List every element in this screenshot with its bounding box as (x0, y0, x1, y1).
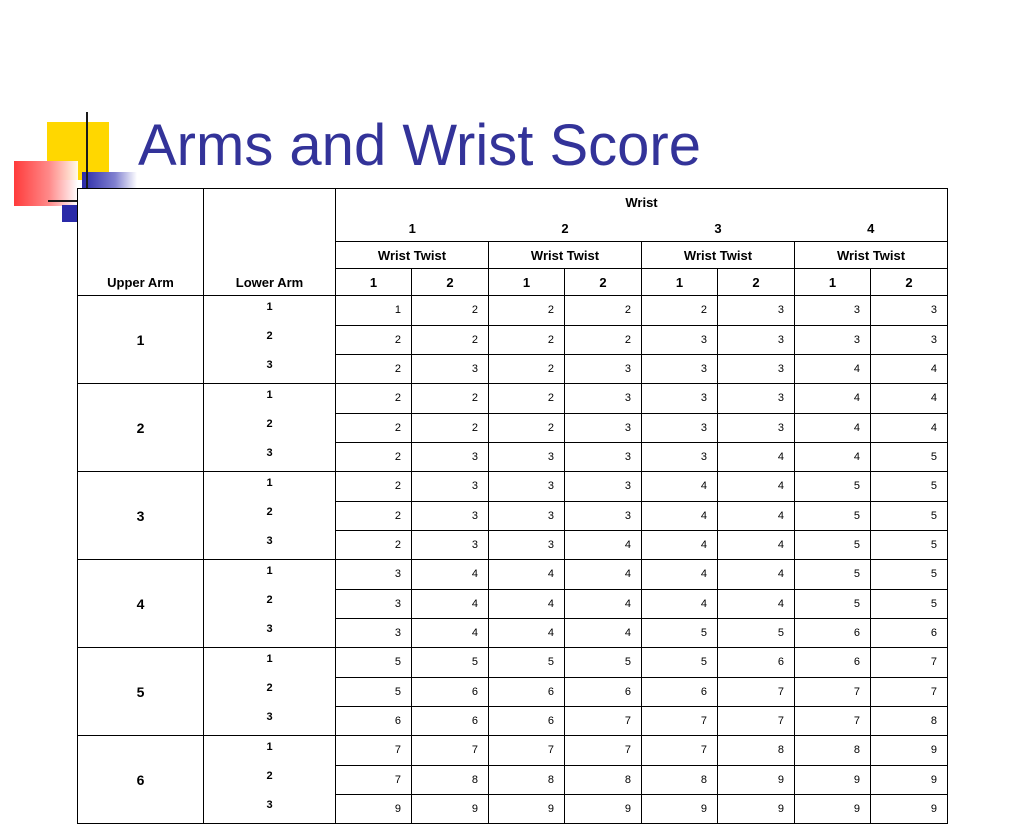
twist-value-header: 2 (565, 269, 642, 296)
score-cell: 9 (795, 765, 871, 794)
score-cell: 3 (489, 442, 565, 472)
score-cell: 5 (795, 560, 871, 590)
score-cell: 4 (565, 530, 642, 560)
score-cell: 3 (336, 589, 412, 618)
score-cell: 7 (642, 736, 718, 766)
wrist-header: Wrist (336, 189, 948, 216)
score-cell: 3 (718, 325, 795, 354)
lower-arm-score: 1 (204, 648, 336, 678)
score-cell: 4 (642, 501, 718, 530)
score-cell: 2 (336, 530, 412, 560)
score-cell: 3 (642, 384, 718, 414)
twist-value-header: 1 (336, 269, 412, 296)
score-cell: 5 (718, 618, 795, 648)
wrist-twist-header: Wrist Twist (795, 242, 948, 269)
score-cell: 6 (795, 648, 871, 678)
lower-arm-score: 2 (204, 765, 336, 794)
score-cell: 7 (565, 736, 642, 766)
lower-arm-score: 1 (204, 296, 336, 326)
lower-arm-score: 3 (204, 706, 336, 736)
score-cell: 4 (412, 618, 489, 648)
score-cell: 4 (489, 618, 565, 648)
score-cell: 4 (489, 560, 565, 590)
score-cell: 3 (412, 501, 489, 530)
score-cell: 9 (871, 794, 948, 824)
lower-arm-score: 2 (204, 325, 336, 354)
score-cell: 9 (642, 794, 718, 824)
score-cell: 4 (795, 442, 871, 472)
score-cell: 2 (489, 354, 565, 384)
score-cell: 3 (489, 501, 565, 530)
score-cell: 4 (871, 384, 948, 414)
score-cell: 6 (795, 618, 871, 648)
table-row (78, 472, 948, 502)
score-cell: 6 (412, 677, 489, 706)
lower-arm-score: 2 (204, 413, 336, 442)
wrist-value-header: 4 (795, 215, 948, 242)
score-cell: 7 (871, 677, 948, 706)
score-cell: 8 (871, 706, 948, 736)
score-cell: 2 (336, 384, 412, 414)
score-cell: 4 (718, 501, 795, 530)
score-cell: 8 (795, 736, 871, 766)
table-row (78, 325, 948, 354)
table-row (78, 442, 948, 472)
score-cell: 4 (412, 589, 489, 618)
wrist-value-header: 1 (336, 215, 489, 242)
table-row (78, 560, 948, 590)
score-cell: 3 (718, 413, 795, 442)
score-cell: 5 (871, 530, 948, 560)
twist-value-header: 2 (718, 269, 795, 296)
upper-arm-score: 3 (78, 472, 204, 560)
score-cell: 6 (412, 706, 489, 736)
score-cell: 7 (795, 706, 871, 736)
score-cell: 8 (642, 765, 718, 794)
score-cell: 3 (412, 354, 489, 384)
score-cell: 7 (642, 706, 718, 736)
score-cell: 5 (642, 648, 718, 678)
score-cell: 6 (489, 706, 565, 736)
score-cell: 7 (565, 706, 642, 736)
score-cell: 2 (642, 296, 718, 326)
score-cell: 9 (489, 794, 565, 824)
table-row (78, 530, 948, 560)
score-cell: 5 (871, 589, 948, 618)
wrist-value-header: 3 (714, 220, 722, 236)
score-cell: 2 (336, 501, 412, 530)
upper-arm-score: 6 (78, 736, 204, 824)
score-cell: 9 (565, 794, 642, 824)
score-cell: 7 (795, 677, 871, 706)
upper-arm-header: Upper Arm (78, 189, 204, 296)
score-cell: 3 (489, 472, 565, 502)
score-cell: 5 (565, 648, 642, 678)
score-cell: 3 (565, 384, 642, 414)
lower-arm-score: 2 (204, 677, 336, 706)
score-cell: 7 (871, 648, 948, 678)
score-cell: 4 (642, 530, 718, 560)
table-row (78, 384, 948, 414)
score-cell: 3 (642, 354, 718, 384)
score-cell: 8 (489, 765, 565, 794)
score-cell: 7 (412, 736, 489, 766)
score-cell: 4 (871, 354, 948, 384)
wrist-twist-header: Wrist Twist (642, 242, 795, 269)
score-cell: 2 (489, 296, 565, 326)
table-row (78, 794, 948, 824)
score-cell: 3 (642, 413, 718, 442)
score-cell: 9 (718, 765, 795, 794)
score-cell: 8 (718, 736, 795, 766)
table-row (78, 354, 948, 384)
score-cell: 5 (795, 501, 871, 530)
score-cell: 3 (412, 472, 489, 502)
score-cell: 4 (642, 589, 718, 618)
score-cell: 3 (412, 530, 489, 560)
score-cell: 4 (642, 560, 718, 590)
upper-arm-score: 4 (78, 560, 204, 648)
score-cell: 6 (871, 618, 948, 648)
score-cell: 5 (871, 501, 948, 530)
score-cell: 5 (795, 472, 871, 502)
score-cell: 9 (412, 794, 489, 824)
slide-title: Arms and Wrist Score (138, 113, 701, 178)
score-cell: 7 (718, 677, 795, 706)
score-cell: 2 (412, 413, 489, 442)
score-cell: 5 (412, 648, 489, 678)
score-cell: 9 (336, 794, 412, 824)
score-cell: 6 (565, 677, 642, 706)
score-cell: 4 (718, 589, 795, 618)
table-row (78, 765, 948, 794)
wrist-twist-header: Wrist Twist (489, 242, 642, 269)
score-cell: 5 (795, 530, 871, 560)
score-cell: 3 (565, 472, 642, 502)
score-cell: 6 (642, 677, 718, 706)
score-cell: 8 (412, 765, 489, 794)
score-cell: 4 (489, 589, 565, 618)
score-cell: 4 (565, 618, 642, 648)
twist-value-header: 2 (871, 269, 948, 296)
table-row (78, 618, 948, 648)
lower-arm-score: 2 (204, 589, 336, 618)
twist-value-header: 1 (795, 269, 871, 296)
score-cell: 2 (336, 325, 412, 354)
lower-arm-score: 1 (204, 736, 336, 766)
score-cell: 4 (795, 413, 871, 442)
table-row (78, 501, 948, 530)
score-cell: 3 (565, 501, 642, 530)
score-cell: 1 (336, 296, 412, 326)
score-cell: 9 (871, 765, 948, 794)
score-cell: 2 (489, 413, 565, 442)
score-cell: 3 (795, 296, 871, 326)
score-cell: 5 (871, 472, 948, 502)
score-cell: 4 (871, 413, 948, 442)
lower-arm-header: Lower Arm (204, 189, 336, 296)
score-cell: 2 (412, 325, 489, 354)
lower-arm-score: 3 (204, 794, 336, 824)
score-cell: 6 (718, 648, 795, 678)
score-cell: 3 (336, 560, 412, 590)
score-cell: 2 (336, 442, 412, 472)
table-row (78, 413, 948, 442)
score-cell: 4 (718, 530, 795, 560)
score-cell: 5 (871, 442, 948, 472)
score-cell: 2 (489, 325, 565, 354)
score-cell: 2 (412, 384, 489, 414)
score-cell: 3 (565, 442, 642, 472)
score-cell: 4 (795, 354, 871, 384)
score-cell: 5 (871, 560, 948, 590)
score-cell: 4 (718, 560, 795, 590)
score-table-body (78, 296, 948, 824)
table-row (78, 296, 948, 326)
upper-arm-score: 1 (78, 296, 204, 384)
score-cell: 3 (489, 530, 565, 560)
score-cell: 2 (336, 354, 412, 384)
wrist-twist-header: Wrist Twist (336, 242, 489, 269)
lower-arm-score: 3 (204, 530, 336, 560)
score-cell: 2 (412, 296, 489, 326)
table-row (78, 648, 948, 678)
upper-arm-score: 5 (78, 648, 204, 736)
score-cell: 4 (565, 589, 642, 618)
lower-arm-score: 3 (204, 442, 336, 472)
score-cell: 6 (336, 706, 412, 736)
score-cell: 7 (336, 765, 412, 794)
score-cell: 5 (489, 648, 565, 678)
score-cell: 5 (336, 677, 412, 706)
lower-arm-score: 3 (204, 618, 336, 648)
score-cell: 5 (336, 648, 412, 678)
score-cell: 3 (642, 442, 718, 472)
lower-arm-score: 1 (204, 560, 336, 590)
score-cell: 3 (795, 325, 871, 354)
score-cell: 9 (795, 794, 871, 824)
score-cell: 4 (795, 384, 871, 414)
table-row (78, 677, 948, 706)
lower-arm-score: 1 (204, 384, 336, 414)
upper-arm-score: 2 (78, 384, 204, 472)
score-cell: 2 (565, 325, 642, 354)
score-cell: 3 (718, 384, 795, 414)
score-cell: 7 (718, 706, 795, 736)
arms-wrist-score-table (77, 188, 948, 824)
table-row (78, 589, 948, 618)
score-cell: 3 (336, 618, 412, 648)
score-cell: 3 (565, 354, 642, 384)
score-cell: 5 (642, 618, 718, 648)
score-cell: 3 (642, 325, 718, 354)
score-cell: 4 (718, 472, 795, 502)
score-cell: 3 (412, 442, 489, 472)
table-row (78, 706, 948, 736)
score-cell: 9 (871, 736, 948, 766)
score-cell: 4 (565, 560, 642, 590)
score-cell: 6 (489, 677, 565, 706)
score-cell: 2 (565, 296, 642, 326)
lower-arm-score: 3 (204, 354, 336, 384)
score-cell: 5 (795, 589, 871, 618)
twist-value-header: 1 (489, 269, 565, 296)
lower-arm-score: 2 (204, 501, 336, 530)
score-cell: 7 (336, 736, 412, 766)
score-cell: 2 (336, 413, 412, 442)
lower-arm-score: 1 (204, 472, 336, 502)
table-row (78, 736, 948, 766)
twist-value-header: 2 (412, 269, 489, 296)
score-cell: 4 (718, 442, 795, 472)
score-cell: 2 (489, 384, 565, 414)
score-cell: 4 (642, 472, 718, 502)
score-cell: 3 (871, 325, 948, 354)
twist-value-header: 1 (642, 269, 718, 296)
score-cell: 8 (565, 765, 642, 794)
score-cell: 3 (718, 354, 795, 384)
score-cell: 4 (412, 560, 489, 590)
score-cell: 3 (565, 413, 642, 442)
score-cell: 3 (718, 296, 795, 326)
score-cell: 7 (489, 736, 565, 766)
wrist-value-header: 2 (561, 220, 569, 236)
score-cell: 9 (718, 794, 795, 824)
score-cell: 2 (336, 472, 412, 502)
score-cell: 3 (871, 296, 948, 326)
